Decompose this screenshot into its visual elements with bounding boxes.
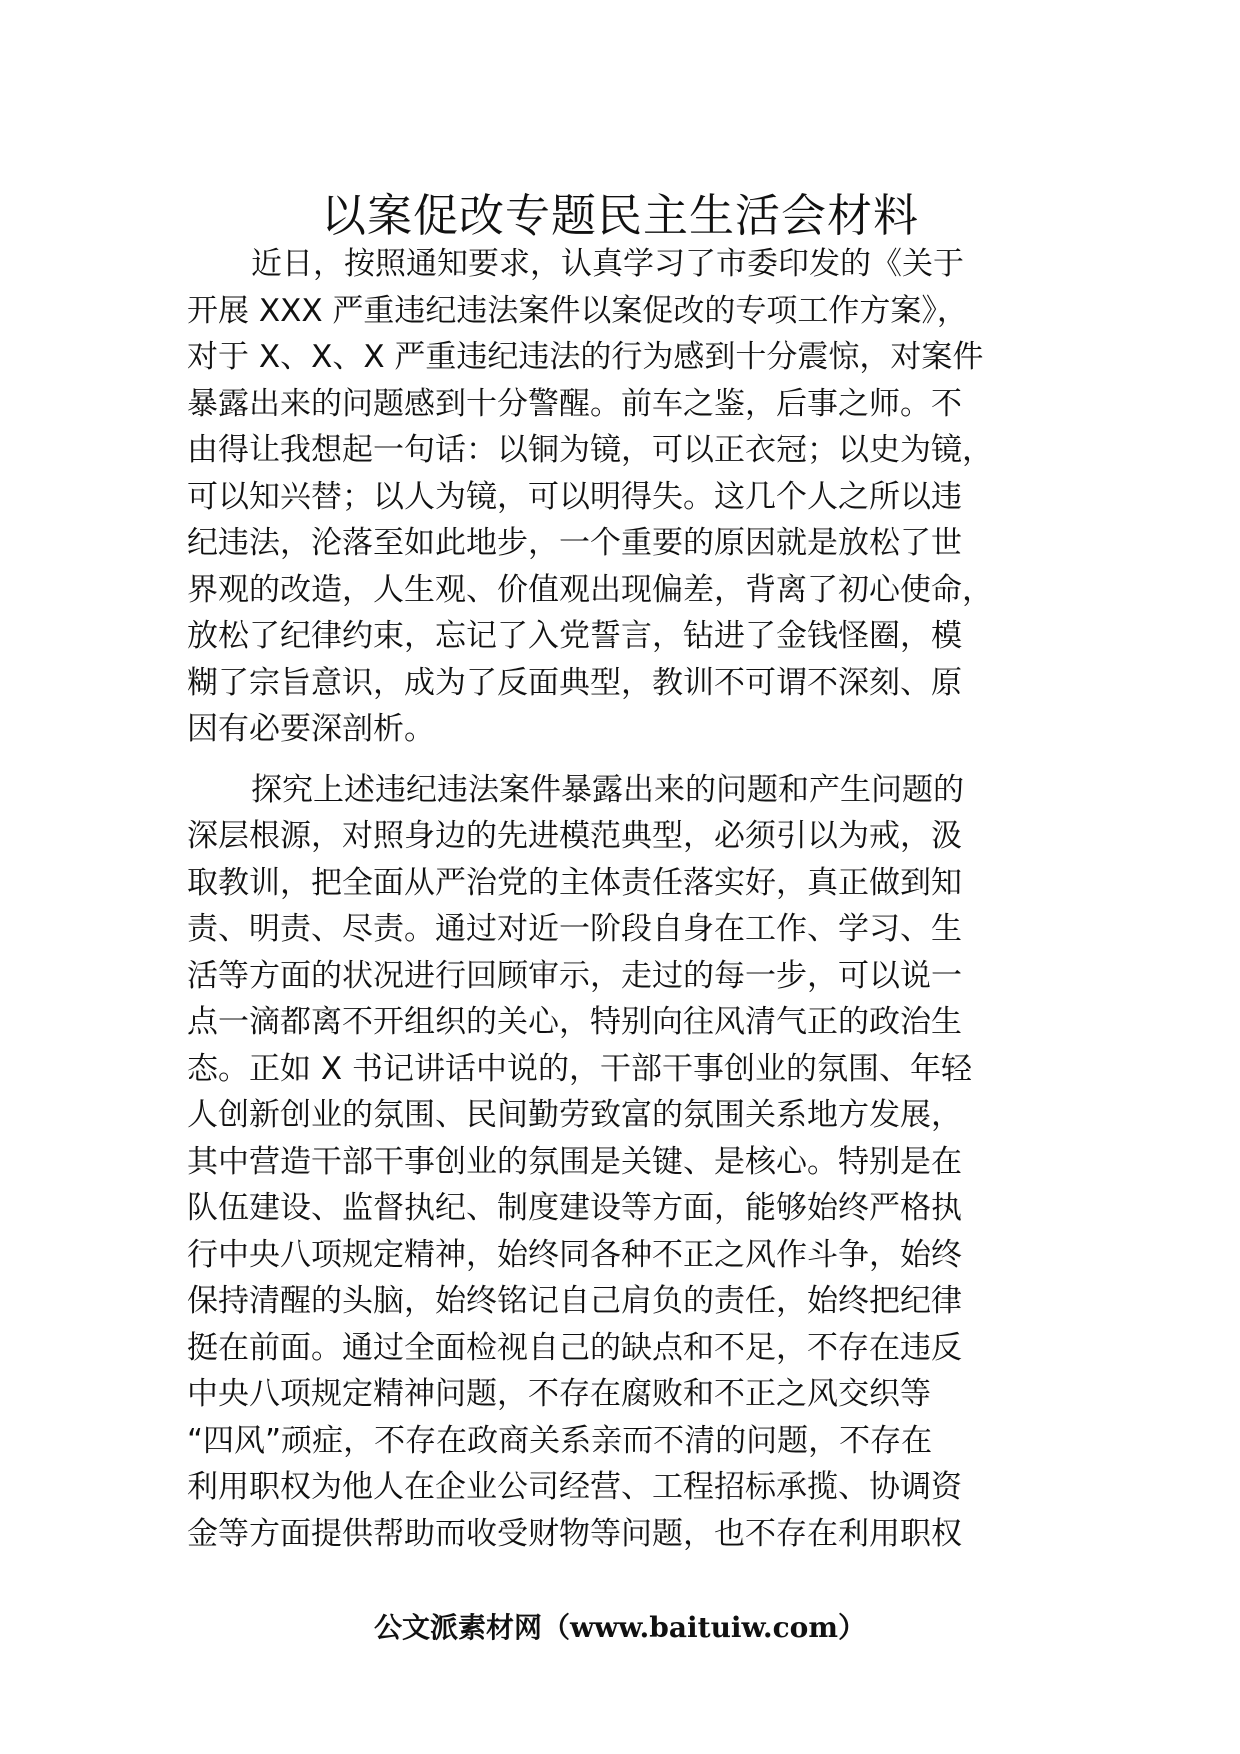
text-line: 放松了纪律约束，忘记了入党誓言，钻进了金钱怪圈，模 <box>187 618 962 654</box>
paragraph-spacer <box>187 753 1067 767</box>
text-line: 中央八项规定精神问题，不存在腐败和不正之风交织等 <box>187 1376 931 1412</box>
text-line: 探究上述违纪违法案件暴露出来的问题和产生问题的 <box>251 771 964 808</box>
text-line: 由得让我想起一句话：以铜为镜，可以正衣冠；以史为镜， <box>187 432 993 468</box>
text-line: 取教训，把全面从严治党的主体责任落实好，真正做到知 <box>187 864 962 901</box>
footer-watermark: 公文派素材网（www.baituiw.com） <box>374 1611 866 1644</box>
text-line: 可以知兴替；以人为镜，可以明得失。这几个人之所以违 <box>187 478 962 515</box>
text-line: 利用职权为他人在企业公司经营、工程招标承揽、协调资 <box>187 1469 962 1505</box>
text-line: 深层根源，对照身边的先进模范典型，必须引以为戒，汲 <box>187 818 962 854</box>
text-line: 金等方面提供帮助而收受财物等问题，也不存在利用职权 <box>187 1515 962 1552</box>
text-line: 挺在前面。通过全面检视自己的缺点和不足，不存在违反 <box>187 1329 962 1366</box>
text-line: 糊了宗旨意识，成为了反面典型，教训不可谓不深刻、原 <box>187 664 962 701</box>
document-body <box>187 241 1067 1557</box>
text-line: 队伍建设、监督执纪、制度建设等方面，能够始终严格执 <box>187 1190 962 1226</box>
text-line: 对于 X、X、X 严重违纪违法的行为感到十分震惊，对案件 <box>187 339 984 375</box>
paragraph <box>187 241 1067 753</box>
text-line: “四风”顽症，不存在政商关系亲而不清的问题，不存在 <box>187 1422 933 1459</box>
text-line: 其中营造干部干事创业的氛围是关键、是核心。特别是在 <box>187 1143 962 1180</box>
text-line: 界观的改造，人生观、价值观出现偏差，背离了初心使命， <box>187 571 993 608</box>
text-line: 行中央八项规定精神，始终同各种不正之风作斗争，始终 <box>187 1236 962 1273</box>
text-line: 开展 XXX 严重违纪违法案件以案促改的专项工作方案》， <box>187 292 968 329</box>
text-line: 人创新创业的氛围、民间勤劳致富的氛围关系地方发展， <box>187 1097 962 1133</box>
text-line: 保持清醒的头脑，始终铭记自己肩负的责任，始终把纪律 <box>187 1283 962 1319</box>
text-line: 因有必要深剖析。 <box>187 711 435 747</box>
text-line: 近日，按照通知要求，认真学习了市委印发的《关于 <box>251 246 964 282</box>
text-line: 责、明责、尽责。通过对近一阶段自身在工作、学习、生 <box>187 911 962 947</box>
text-line: 暴露出来的问题感到十分警醒。前车之鉴，后事之师。不 <box>187 385 962 422</box>
text-line: 纪违法，沦落至如此地步，一个重要的原因就是放松了世 <box>187 525 962 561</box>
text-line: 活等方面的状况进行回顾审示，走过的每一步，可以说一 <box>187 957 962 994</box>
text-line: 态。正如 X 书记讲话中说的，干部干事创业的氛围、年轻 <box>187 1050 972 1087</box>
document-title: 以案促改专题民主生活会材料 <box>320 189 919 242</box>
paragraph <box>187 767 1067 1558</box>
text-line: 点一滴都离不开组织的关心，特别向往风清气正的政治生 <box>187 1004 962 1040</box>
